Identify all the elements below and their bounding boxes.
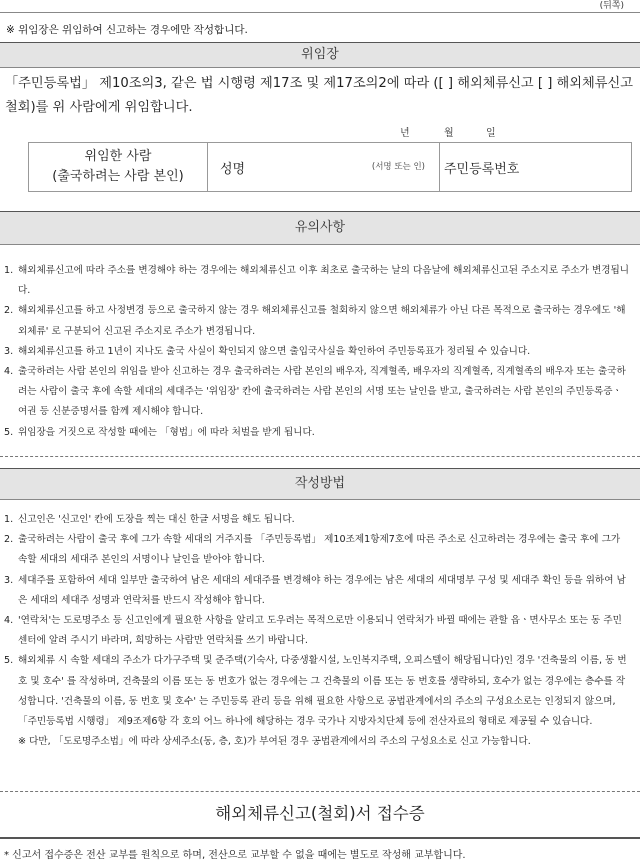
- top-divider: [0, 12, 640, 13]
- receipt-title: 해외체류신고(철회)서 접수증: [215, 804, 425, 823]
- mandate-title-bottom-rule: [0, 67, 640, 68]
- howto-list: [0, 510, 630, 752]
- list-item-text: '연락처'는 도로명주소 등 신고인에게 필요한 사항을 알리고 도우려는 목적으로만 이용되니 연락처가 바뀔 때에는 관할 읍ㆍ면사무소 또는 동 주민센터에 알려 주시기 바라며, 희망하는 사람만 연락처를 쓰기 바랍니다.: [18, 615, 622, 647]
- mandate-title: 위임장: [301, 47, 339, 62]
- receipt-cut-line: [0, 791, 640, 792]
- howto-subnote-text: ※ 다만, 「도로명주소법」에 따라 상세주소(동, 층, 호)가 부여된 경우 공법관계에서의 주소의 구성요소로 신고 가능합니다.: [18, 736, 531, 748]
- notices-title-band: [0, 212, 640, 244]
- receipt-rule: [0, 837, 640, 839]
- rrn-label: 주민등록번호: [444, 161, 520, 177]
- list-item: [0, 510, 630, 530]
- howto-title-bottom-rule: [0, 499, 640, 500]
- date-day-label: 일: [486, 128, 496, 139]
- list-item-number: 3.: [4, 574, 14, 586]
- page-side-label: (뒤쪽): [599, 1, 624, 11]
- list-item-number: 2.: [4, 534, 14, 546]
- delegator-label: 위임한 사람: [84, 149, 152, 164]
- signature-hint: (서명 또는 인): [371, 162, 425, 172]
- list-item-text: 출국하려는 사람 본인의 위임을 받아 신고하는 경우 출국하려는 사람 본인의 배우자, 직계혈족, 배우자의 직계혈족, 직계혈족의 배우자 또는 출국하려는 사람이 출국 후에 속할 세대의 세대주는 '위임장' 칸에 출국하려는 사람 본인의 서명 또는 날인을 받고, 출국하려는 사람 본인의 주민등록증ㆍ여권 등 신분증명서를 함께 제시해야 합니다.: [18, 366, 626, 418]
- list-item-number: 5.: [4, 426, 14, 438]
- delegator-label-cell: [29, 143, 208, 192]
- list-item: [0, 301, 630, 341]
- list-item-text: 해외체류신고에 따라 주소를 변경해야 하는 경우에는 해외체류신고 이후 최초로 출국하는 날의 다음날에 해외체류신고된 주소지로 주소가 변경됩니다.: [18, 265, 630, 297]
- howto-title-band: [0, 469, 640, 499]
- list-item-text: 출국하려는 사람이 출국 후에 그가 속할 세대의 거주지를 「주민등록법」 제10조제1항제7호에 따른 주소로 신고하려는 경우에는 출국 후에 그가 속할 세대의 세대주 본인의 서명이나 날인을 받아야 합니다.: [18, 534, 621, 566]
- list-item: [0, 571, 630, 611]
- date-month-label: 월: [444, 128, 454, 139]
- list-item: [0, 651, 630, 732]
- list-item: [0, 261, 630, 301]
- name-signature-field[interactable]: [208, 143, 440, 192]
- list-item: [0, 342, 630, 362]
- rrn-field[interactable]: [440, 143, 632, 192]
- list-item-number: 1.: [4, 514, 14, 525]
- notices-list: [0, 261, 630, 443]
- list-item-number: 4.: [4, 615, 14, 627]
- date-year-label: 년: [400, 128, 410, 139]
- list-item: [0, 423, 630, 443]
- notices-title-bottom-rule: [0, 244, 640, 245]
- list-item-number: 4.: [4, 366, 14, 378]
- howto-title: 작성방법: [294, 476, 346, 491]
- list-item-text: 해외체류 시 속할 세대의 주소가 다가구주택 및 준주택(기숙사, 다중생활시설, 노인복지주택, 오피스텔이 해당됩니다)인 경우 '건축물의 이름, 동 번호 및 호수' 를 작성하며, 건축물의 이름 또는 동 번호가 없는 경우에는 그 건축물의 이름 또는 동 번호를 생략하되, 호수가 없는 경우에는 층수를 작성합니다. '건축물의 이름, 동 번호 및 호수' 는 주민등록 관리 등을 위해 필요한 사항으로 공법관계에서의 주소의 구성요소로는 인정되지 않으며, 「주민등록법 시행령」 제9조제6항 각 호의 어느 하나에 해당하는 경우 국가나 지방자치단체 등에 전산자료의 형태로 제공될 수 있습니다.: [18, 655, 627, 728]
- list-item-number: 1.: [4, 265, 14, 276]
- list-item-text: 세대주를 포함하여 세대 일부만 출국하여 남은 세대의 세대주를 변경해야 하는 경우에는 남은 세대의 세대명부 구성 및 세대주 확인 등을 위하여 남은 세대의 세대주 성명과 연락처를 반드시 작성해야 합니다.: [18, 574, 626, 606]
- mandate-body: 「주민등록법」 제10조의3, 같은 법 시행령 제17조 및 제17조의2에 따라 ([ ] 해외체류신고 [ ] 해외체류신고 철회)를 위 사람에게 위임합니다.: [5, 76, 633, 115]
- list-item-number: 3.: [4, 345, 14, 357]
- list-item-text: 해외체류신고를 하고 사정변경 등으로 출국하지 않는 경우 해외체류신고를 철회하지 않으면 해외체류가 아닌 다른 목적으로 출국하는 경우에도 '해외체류' 로 구분되어 신고된 주소지로 주소가 변경됩니다.: [18, 305, 626, 337]
- mandate-usage-note: ※ 위임장은 위임하여 신고하는 경우에만 작성합니다.: [6, 24, 248, 36]
- delegator-sublabel: (출국하려는 사람 본인): [52, 169, 184, 184]
- notices-bottom-rule: [0, 456, 640, 457]
- notices-title: 유의사항: [294, 220, 346, 235]
- delegator-table: [28, 142, 632, 192]
- list-item-text: 해외체류신고를 하고 1년이 지나도 출국 사실이 확인되지 않으면 출입국사실을 확인하여 주민등록표가 정리될 수 있습니다.: [18, 345, 531, 357]
- list-item: [0, 530, 630, 570]
- list-item-text: 위임장을 거짓으로 작성할 때에는 「형법」에 따라 처벌을 받게 됩니다.: [18, 426, 315, 438]
- receipt-note: * 신고서 접수증은 전산 교부를 원칙으로 하며, 전산으로 교부할 수 없을 때에는 별도로 작성해 교부합니다.: [4, 850, 466, 861]
- list-item: [0, 362, 630, 423]
- howto-subnote: [0, 732, 630, 752]
- mandate-title-band: [0, 43, 640, 67]
- list-item: [0, 611, 630, 651]
- list-item-text: 신고인은 '신고인' 칸에 도장을 찍는 대신 한글 서명을 해도 됩니다.: [18, 514, 295, 525]
- list-item-number: 5.: [4, 655, 14, 667]
- name-label: 성명: [220, 161, 246, 177]
- list-item-number: 2.: [4, 305, 14, 317]
